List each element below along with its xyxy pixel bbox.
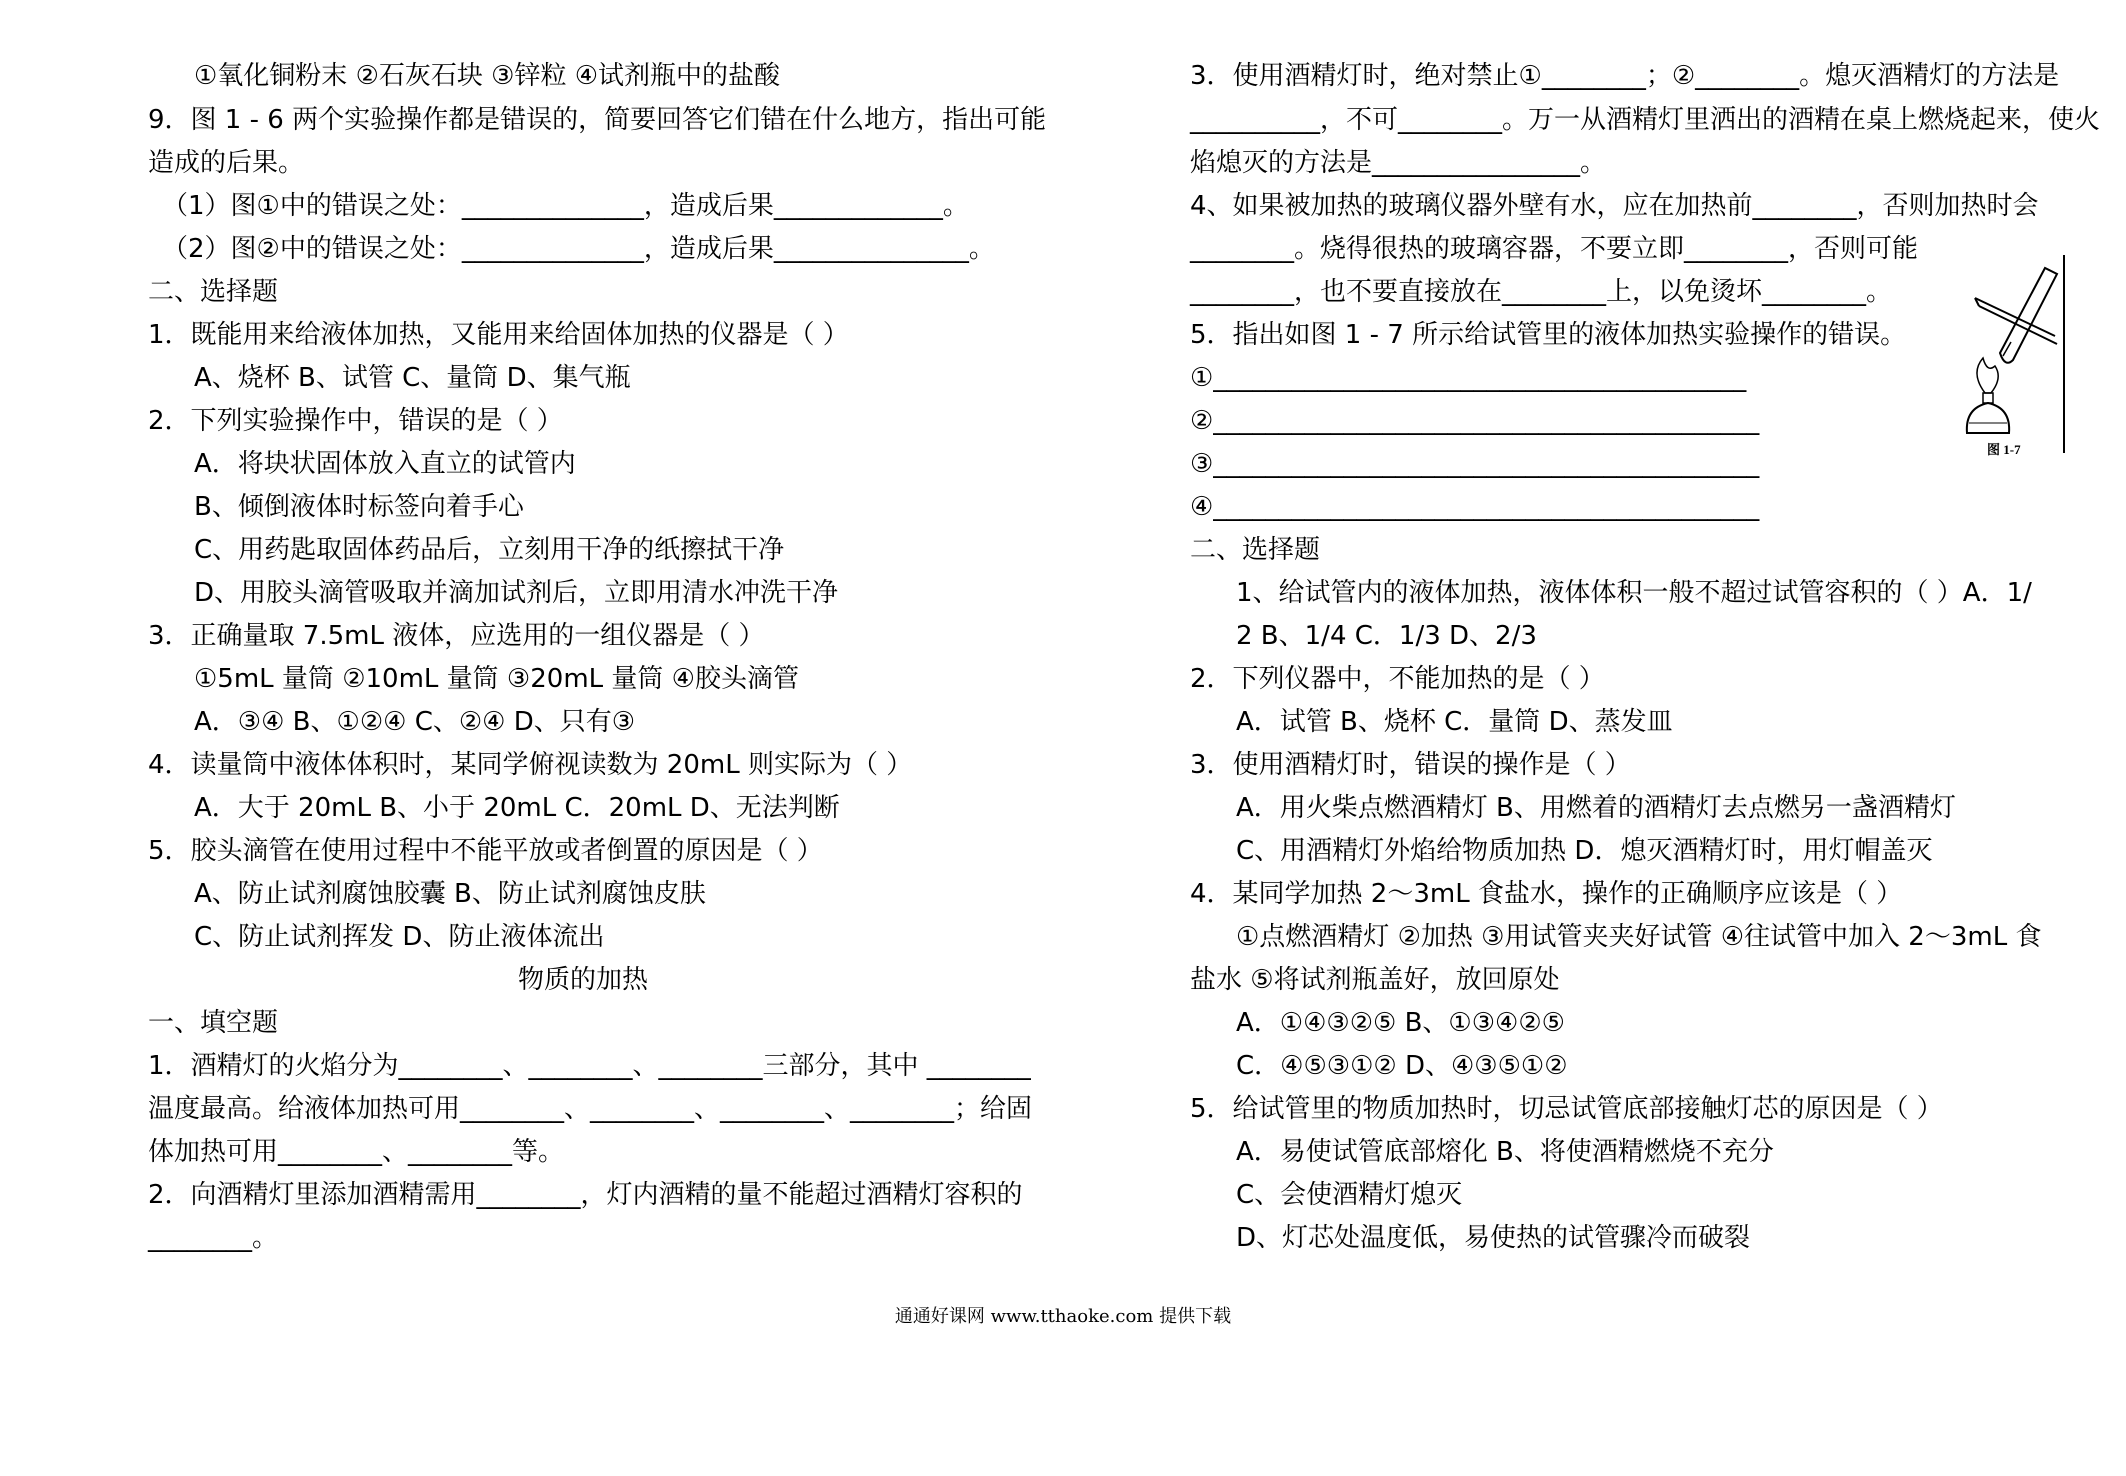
- text-line: B、倾倒液体时标签向着手心: [194, 492, 524, 522]
- text-line: ①点燃酒精灯 ②加热 ③用试管夹夹好试管 ④往试管中加入 2～3mL 食: [1236, 922, 2042, 952]
- text-line: A、防止试剂腐蚀胶囊 B、防止试剂腐蚀皮肤: [194, 879, 706, 909]
- text-line: 4．读量筒中液体体积时，某同学俯视读数为 20mL 则实际为（ ）: [148, 750, 913, 780]
- text-line: C、用酒精灯外焰给物质加热 D．熄灭酒精灯时，用灯帽盖灭: [1236, 836, 1933, 866]
- text-line: 1．既能用来给液体加热，又能用来给固体加热的仪器是（ ）: [148, 320, 849, 350]
- test-tube-heating-figure: [1945, 258, 2065, 458]
- text-line: 一、填空题: [148, 1008, 279, 1038]
- text-line: 3．正确量取 7.5mL 液体，应选用的一组仪器是（ ）: [148, 621, 765, 651]
- figure-caption: 图 1-7: [1987, 442, 2021, 457]
- text-line: C、防止试剂挥发 D、防止液体流出: [194, 922, 605, 952]
- text-line: 4、如果被加热的玻璃仪器外壁有水，应在加热前________，否则加热时会: [1190, 191, 2039, 221]
- text-line: 造成的后果。: [148, 148, 305, 178]
- page-footer: 通通好课网 www.tthaoke.com 提供下载: [894, 1306, 1232, 1327]
- text-line: 5．给试管里的物质加热时，切忌试管底部接触灯芯的原因是（ ）: [1190, 1094, 1943, 1124]
- text-line: 5．胶头滴管在使用过程中不能平放或者倒置的原因是（ ）: [148, 836, 823, 866]
- text-line: 体加热可用________、________等。: [148, 1137, 565, 1167]
- text-line: 3．使用酒精灯时，绝对禁止①________；②________。熄灭酒精灯的方法是: [1190, 61, 2060, 91]
- text-line: （2）图②中的错误之处：______________，造成后果_______________。: [162, 234, 995, 264]
- text-line: 温度最高。给液体加热可用________、________、________、________；给固: [148, 1094, 1033, 1124]
- text-line: ________，也不要直接放在________上，以免烫坏________。: [1190, 277, 1893, 307]
- text-line: A．③④ B、①②④ C、②④ D、只有③: [194, 707, 636, 737]
- text-line: 4．某同学加热 2～3mL 食盐水，操作的正确顺序应该是（ ）: [1190, 879, 1903, 909]
- text-line: A．用火柴点燃酒精灯 B、用燃着的酒精灯去点燃另一盏酒精灯: [1236, 793, 1956, 823]
- text-line: 焰熄灭的方法是________________。: [1190, 148, 1607, 178]
- text-line: C、会使酒精灯熄灭: [1236, 1180, 1463, 1210]
- text-line: A．将块状固体放入直立的试管内: [194, 449, 576, 479]
- text-line: A．易使试管底部熔化 B、将使酒精燃烧不充分: [1236, 1137, 1774, 1167]
- text-line: __________，不可________。万一从酒精灯里洒出的酒精在桌上燃烧起来，使火: [1190, 105, 2101, 135]
- test-tube-icon: [2000, 268, 2057, 363]
- text-line: 9．图 1 - 6 两个实验操作都是错误的，简要回答它们错在什么地方，指出可能: [148, 105, 1047, 135]
- text-line: ①5mL 量筒 ②10mL 量筒 ③20mL 量筒 ④胶头滴管: [194, 664, 799, 694]
- text-line: A．试管 B、烧杯 C．量筒 D、蒸发皿: [1236, 707, 1673, 737]
- text-line: 2．下列仪器中，不能加热的是（ ）: [1190, 664, 1605, 694]
- text-line: ________。: [148, 1223, 279, 1253]
- text-line: 1、给试管内的液体加热，液体体积一般不超过试管容积的（ ）A．1/: [1236, 578, 2032, 608]
- text-line: （1）图①中的错误之处：______________，造成后果_____________。: [162, 191, 969, 221]
- text-line: 盐水 ⑤将试剂瓶盖好，放回原处: [1190, 965, 1560, 995]
- text-line: 1．酒精灯的火焰分为________、________、________三部分，其中 ________: [148, 1051, 1031, 1081]
- text-line: ①氧化铜粉末 ②石灰石块 ③锌粒 ④试剂瓶中的盐酸: [194, 61, 781, 91]
- flame-icon: [1977, 358, 1998, 393]
- text-line: ②__________________________________________: [1190, 406, 1760, 436]
- text-line: 2．向酒精灯里添加酒精需用________，灯内酒精的量不能超过酒精灯容积的: [148, 1180, 1023, 1210]
- text-line: 2 B、1/4 C．1/3 D、2/3: [1236, 621, 1537, 651]
- text-line: 二、选择题: [148, 277, 279, 307]
- text-line: 2．下列实验操作中，错误的是（ ）: [148, 406, 563, 436]
- text-line: A、烧杯 B、试管 C、量筒 D、集气瓶: [194, 363, 631, 393]
- text-line: 3．使用酒精灯时，错误的操作是（ ）: [1190, 750, 1631, 780]
- text-line: A．大于 20mL B、小于 20mL C．20mL D、无法判断: [194, 793, 840, 823]
- text-line: ③__________________________________________: [1190, 449, 1760, 479]
- section-heading: 物质的加热: [517, 965, 648, 995]
- text-line: A．①④③②⑤ B、①③④②⑤: [1236, 1008, 1565, 1038]
- text-line: ________。烧得很热的玻璃容器，不要立即________，否则可能: [1190, 234, 1919, 264]
- text-line: ④__________________________________________: [1190, 492, 1760, 522]
- text-line: 5．指出如图 1 - 7 所示给试管里的液体加热实验操作的错误。: [1190, 320, 1907, 350]
- alcohol-lamp-icon: [1967, 393, 2009, 433]
- text-line: 二、选择题: [1190, 535, 1321, 565]
- text-line: D、灯芯处温度低，易使热的试管骤冷而破裂: [1236, 1223, 1751, 1253]
- text-line: D、用胶头滴管吸取并滴加试剂后，立即用清水冲洗干净: [194, 578, 839, 608]
- text-line: ①_________________________________________: [1190, 363, 1747, 393]
- text-line: C．④⑤③①② D、④③⑤①②: [1236, 1051, 1568, 1081]
- text-line: C、用药匙取固体药品后，立刻用干净的纸擦拭干净: [194, 535, 785, 565]
